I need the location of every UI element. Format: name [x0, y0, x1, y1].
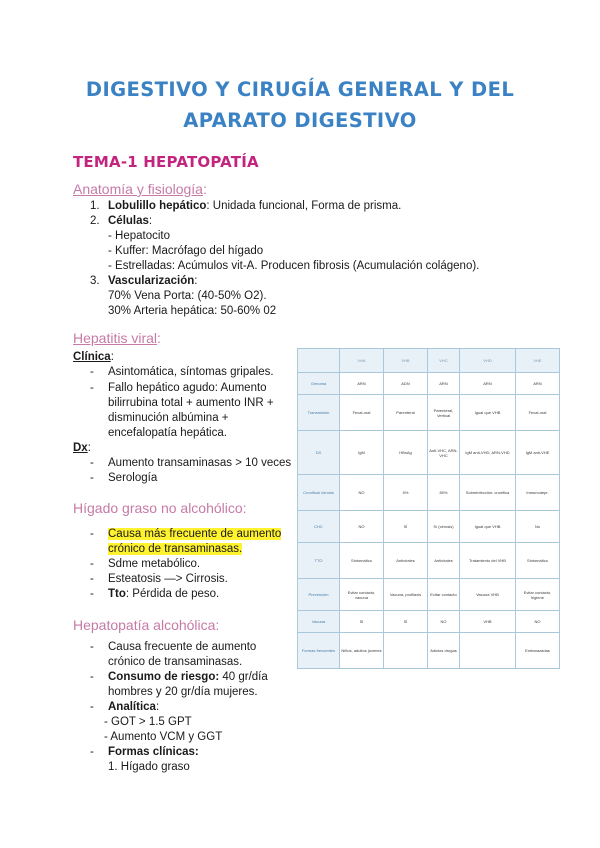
table-row-header: Genoma [298, 373, 340, 395]
table-cell: Niños, adultos jóvenes [340, 633, 384, 669]
table-cell: ARN [460, 373, 516, 395]
higado-graso-heading: Hígado graso no alcohólico: [73, 500, 247, 516]
item-label: Vascularización [108, 275, 195, 287]
table-cell: Fecal-oral [340, 395, 384, 431]
table-cell: Tratamiento del VHB [460, 543, 516, 579]
graso-item: Esteatosis —> Cirrosis. [108, 573, 228, 585]
clinica-label [73, 350, 114, 365]
clinica-suffix: : [110, 351, 114, 363]
dx-suffix: : [87, 442, 91, 454]
table-row [298, 543, 560, 579]
table-cell: NO [340, 475, 384, 511]
bullet: - [90, 366, 94, 378]
vasc-line: 30% Arteria hepática: 50-60% 02 [108, 305, 277, 317]
table-cell: NO [340, 511, 384, 543]
table-cell: SI [340, 611, 384, 633]
dx-item: Serología [108, 472, 158, 484]
table-row [298, 475, 560, 511]
table-row [298, 633, 560, 669]
table-cell: Sintomático [340, 543, 384, 579]
table-cell: 5% [384, 475, 428, 511]
table-cell: Adictos drogas [428, 633, 460, 669]
table-cell: Inmunodepr. [516, 475, 560, 511]
table-cell: ARN [428, 373, 460, 395]
table-cell: NO [428, 611, 460, 633]
dx-label-text: Dx [73, 442, 88, 454]
table-row-header: TTO [298, 543, 340, 579]
hepatitis-comparison-table [297, 348, 559, 668]
table-cell: Vacuna, profilaxis [384, 579, 428, 611]
consumo-text: 40 gr/día [219, 671, 268, 683]
title-line-2: APARATO DIGESTIVO [183, 109, 417, 132]
table-row-header: CHC [298, 511, 340, 543]
bullet: - [90, 573, 94, 585]
celula-line: - Kuffer: Macrófago del hígado [108, 245, 264, 257]
table-cell: Anti-VHC, ARN-VHC [428, 431, 460, 475]
table-cell: Antivirales [384, 543, 428, 579]
bullet: - [90, 472, 94, 484]
table-row [298, 511, 560, 543]
bullet: - [90, 671, 94, 683]
item-label: Lobulillo hepático [108, 200, 207, 212]
table-header-row [298, 349, 560, 373]
bullet: - [90, 558, 94, 570]
anatomia-item-1 [90, 199, 100, 214]
bullet: - [90, 457, 94, 469]
anatomia-heading-suffix: : [202, 181, 207, 197]
clinica-item: bilirrubina total + aumento INR + [108, 397, 274, 409]
table-row-header: DX [298, 431, 340, 475]
tto-text: : Pérdida de peso. [125, 588, 220, 600]
table-header-cell: VHB [384, 349, 428, 373]
title-line-1: DIGESTIVO Y CIRUGÍA GENERAL Y DEL [85, 78, 515, 101]
hepatitis-heading [73, 330, 161, 346]
hepatitis-heading-text: Hepatitis viral [73, 330, 158, 346]
table-cell: Parenteral, Vertical [428, 395, 460, 431]
dx-item: Aumento transaminasas > 10 veces [108, 457, 292, 469]
table-cell: Sintomático [516, 543, 560, 579]
table-cell: VHB [460, 611, 516, 633]
table-cell: Evitar contacto, higiene [516, 579, 560, 611]
bullet: - [90, 701, 94, 713]
table-cell: Evitar contacto, vacuna [340, 579, 384, 611]
bullet: - [90, 588, 94, 600]
table-header-cell: VHC [428, 349, 460, 373]
highlight-line-2 [108, 542, 242, 557]
table-cell: SÍ [384, 511, 428, 543]
graso-item: Sdme metabólico. [108, 558, 201, 570]
formas-line [108, 745, 199, 760]
table-row [298, 431, 560, 475]
table-cell: Igual que VHB [460, 511, 516, 543]
table-body [298, 349, 560, 669]
analitica-line [108, 700, 159, 715]
item-num: 1. [90, 200, 100, 212]
tto-label: Tto [108, 588, 126, 600]
table-cell: IgM anti-VHE [516, 431, 560, 475]
table-cell: Antivirales [428, 543, 460, 579]
table-cell: NO [516, 611, 560, 633]
item-text: : [194, 275, 198, 287]
table-row [298, 579, 560, 611]
bullet: - [90, 528, 94, 540]
table-cell: 80% [428, 475, 460, 511]
anatomia-heading-text: Anatomía y fisiología [73, 181, 203, 197]
table-cell: Vacuna VHB [460, 579, 516, 611]
anatomia-item-3 [90, 274, 100, 289]
anatomia-item-1-text [108, 199, 401, 214]
alcoholica-heading: Hepatopatía alcohólica: [73, 617, 220, 633]
analitica-item: - Aumento VCM y GGT [104, 731, 223, 743]
table-cell [384, 633, 428, 669]
hepatitis-heading-suffix: : [157, 330, 161, 346]
table-cell: Fecal-oral [516, 395, 560, 431]
analitica-item: - GOT > 1.5 GPT [104, 716, 192, 728]
table-row [298, 395, 560, 431]
anatomia-heading [73, 181, 207, 197]
formas-item: 1. Hígado graso [108, 761, 190, 773]
table-row [298, 611, 560, 633]
item-num: 3. [90, 275, 100, 287]
table-header-cell [298, 349, 340, 373]
table-cell [460, 633, 516, 669]
item-text: : Unidada funcional, Forma de prisma. [206, 200, 402, 212]
table-grid [297, 348, 560, 669]
table-row-header: Cronifica/ cirrosis [298, 475, 340, 511]
analitica-label: Analítica [108, 701, 156, 713]
alcoholica-item: Causa frecuente de aumento [108, 641, 257, 653]
table-cell: Sí (cirrosis) [428, 511, 460, 543]
consumo-line-2: hombres y 20 gr/día mujeres. [108, 686, 258, 698]
item-num: 2. [90, 215, 100, 227]
document-title [40, 74, 560, 136]
clinica-item: disminución albúmina + [108, 412, 229, 424]
graso-tto [108, 587, 219, 602]
table-cell: Parenteral [384, 395, 428, 431]
table-cell: Sobreinfección: cronifica [460, 475, 516, 511]
table-cell: No [516, 511, 560, 543]
analitica-suffix: : [155, 701, 160, 713]
anatomia-item-2 [90, 214, 100, 229]
table-row-header: Formas frecuentes [298, 633, 340, 669]
table-cell: Evitar contacto [428, 579, 460, 611]
celula-line: - Estrelladas: Acúmulos vit-A. Producen fibrosis (Acumulación colágeno). [108, 260, 480, 272]
clinica-item: Asintomática, síntomas gripales. [108, 366, 274, 378]
bullet: - [90, 382, 94, 394]
dx-label [73, 441, 91, 456]
item-label: Células [108, 215, 149, 227]
table-row-header: Transmisión [298, 395, 340, 431]
table-row-header: Prevención [298, 579, 340, 611]
table-row-header: Vacuna [298, 611, 340, 633]
highlight-text: crónico de transaminasas. [108, 543, 243, 555]
highlight-text: Causa más frecuente de aumento [108, 528, 282, 540]
anatomia-item-3-text [108, 274, 198, 289]
table-cell: ARN [340, 373, 384, 395]
item-text: : [148, 215, 153, 227]
clinica-item: Fallo hepático agudo: Aumento [108, 382, 267, 394]
vasc-line: 70% Vena Porta: (40-50% O2). [108, 290, 267, 302]
consumo-line [108, 670, 268, 685]
table-cell: IgM anti-VHD, ARN-VHD [460, 431, 516, 475]
table-cell: ADN [384, 373, 428, 395]
bullet: - [90, 746, 94, 758]
highlight-line-1 [108, 527, 281, 542]
table-header-cell: VHE [516, 349, 560, 373]
consumo-label: Consumo de riesgo: [108, 671, 220, 683]
bullet: - [90, 641, 94, 653]
table-cell: Igual que VHB [460, 395, 516, 431]
table-cell: HBsAg [384, 431, 428, 475]
celula-line: - Hepatocito [108, 230, 171, 242]
table-header-cell: VHA [340, 349, 384, 373]
anatomia-item-2-text [108, 214, 152, 229]
table-row [298, 373, 560, 395]
table-cell: ARN [516, 373, 560, 395]
alcoholica-item: crónico de transaminasas. [108, 656, 243, 668]
table-cell: Embarazadas [516, 633, 560, 669]
clinica-item: encefalopatía hepática. [108, 427, 227, 439]
table-cell: SÍ [384, 611, 428, 633]
clinica-label-text: Clínica [73, 351, 111, 363]
table-header-cell: VHD [460, 349, 516, 373]
formas-label: Formas clínicas: [108, 746, 199, 758]
table-cell: IgM [340, 431, 384, 475]
tema-heading: TEMA-1 HEPATOPATÍA [73, 153, 259, 171]
